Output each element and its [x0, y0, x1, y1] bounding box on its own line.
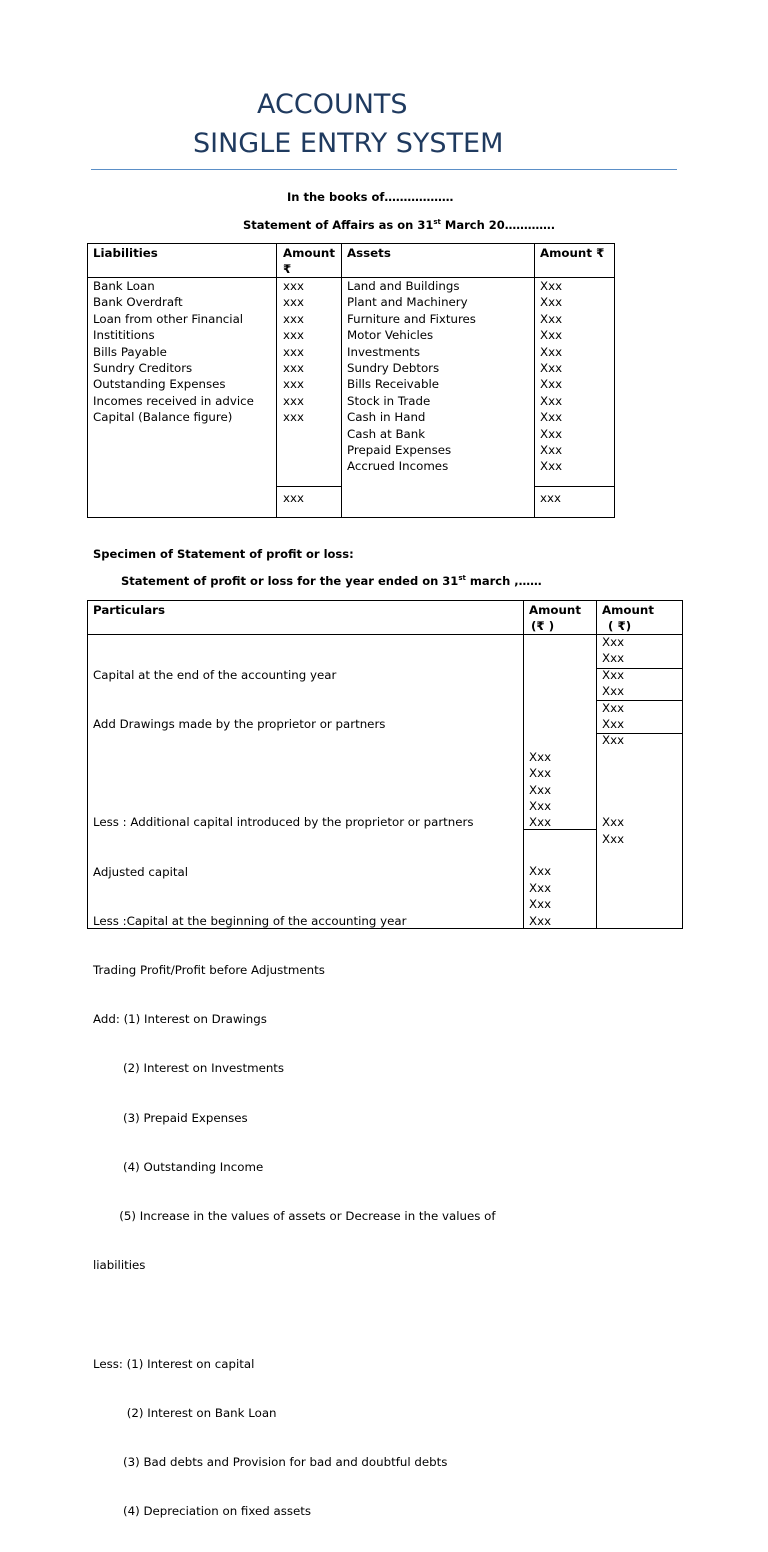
profit-col-divider — [596, 600, 597, 929]
amount-value: Xxx — [540, 410, 563, 425]
total-assets: xxx — [540, 491, 561, 505]
list-item: Land and Buildings — [347, 279, 460, 293]
amount-value — [529, 700, 551, 716]
list-item: Furniture and Fixtures — [347, 311, 476, 326]
amount-value — [602, 765, 624, 781]
profit-col-divider — [523, 600, 524, 929]
amount-value: xxx — [283, 311, 304, 326]
amount-value — [602, 847, 624, 863]
table-row: Capital at the end of the accounting year — [93, 667, 337, 682]
amount-value: Xxx — [540, 279, 563, 293]
amount-value — [529, 667, 551, 683]
header-amount-left: Amount — [283, 246, 335, 260]
table-row: Less :Capital at the beginning of the accounting year — [93, 913, 407, 928]
list-item: Cash at Bank — [347, 426, 426, 441]
header-amount-1-symbol: (₹ ) — [531, 619, 555, 633]
amount-value — [529, 831, 551, 847]
amount-value: Xxx — [540, 393, 563, 408]
list-item: Stock in Trade — [347, 393, 431, 408]
amount-value — [602, 863, 624, 879]
affairs-col-divider — [534, 243, 535, 518]
amount-value — [602, 913, 624, 929]
amount-value — [602, 749, 624, 765]
amount-value: Xxx — [540, 426, 563, 441]
list-item: Bills Payable — [93, 344, 167, 359]
amount-value: Xxx — [529, 880, 552, 895]
table-row: Trading Profit/Profit before Adjustments — [93, 963, 325, 978]
liabilities-list — [93, 278, 254, 426]
amount-value: Xxx — [529, 749, 552, 764]
amount-value: Xxx — [540, 311, 563, 326]
amount-value: Xxx — [540, 377, 563, 392]
amount-value: Xxx — [529, 864, 552, 879]
header-amount-left-symbol: ₹ — [283, 262, 292, 276]
affairs-col-divider — [341, 243, 342, 518]
profit-statement-caption: Statement of profit or loss for the year ended on 31st march ,…… — [121, 574, 542, 588]
header-particulars: Particulars — [93, 603, 166, 617]
amount-value: Xxx — [540, 295, 563, 310]
amount-value: Xxx — [529, 766, 552, 781]
list-item: Motor Vehicles — [347, 328, 434, 343]
table-row: liabilities — [93, 1258, 146, 1273]
amount-value: Xxx — [602, 815, 625, 830]
page-title-line1: ACCOUNTS — [257, 89, 408, 120]
amount-value: Xxx — [602, 651, 625, 666]
header-amount-2-symbol: ( ₹) — [608, 619, 632, 633]
list-item: Cash in Hand — [347, 410, 426, 425]
table-row: (2) Interest on Bank Loan — [93, 1405, 277, 1420]
amount-value — [602, 896, 624, 912]
amount-value: xxx — [283, 377, 304, 392]
amount-value: Xxx — [602, 831, 625, 846]
table-row: Add: (1) Interest on Drawings — [93, 1012, 267, 1027]
amount-value — [602, 880, 624, 896]
list-item: Outstanding Expenses — [93, 377, 226, 392]
amount-value: xxx — [283, 295, 304, 310]
amount-value — [529, 716, 551, 732]
total-liabilities: xxx — [283, 491, 304, 505]
header-amount-right: Amount ₹ — [540, 246, 605, 260]
amount-value: Xxx — [540, 459, 563, 474]
amount-value: Xxx — [602, 700, 625, 715]
amount-value: xxx — [283, 279, 304, 293]
amount-value — [529, 634, 551, 650]
list-item: Bank Overdraft — [93, 295, 183, 310]
list-item: Sundry Debtors — [347, 360, 440, 375]
specimen-caption: Specimen of Statement of profit or loss: — [93, 547, 354, 561]
table-row: Add Drawings made by the proprietor or partners — [93, 717, 386, 732]
amount-column-1 — [529, 634, 551, 929]
affairs-col-divider — [276, 243, 277, 518]
list-item: Bank Loan — [93, 279, 155, 293]
list-item: Incomes received in advice — [93, 393, 254, 408]
asset-amounts — [540, 278, 562, 475]
liability-amounts — [283, 278, 304, 426]
amount-value: Xxx — [529, 782, 552, 797]
table-row: (4) Outstanding Income — [93, 1159, 264, 1174]
list-item: Plant and Machinery — [347, 295, 468, 310]
list-item: Prepaid Expenses — [347, 442, 452, 457]
list-item: Loan from other Financial — [93, 311, 244, 326]
list-item: Bills Receivable — [347, 377, 440, 392]
amount-value — [529, 732, 551, 748]
amount-value: Xxx — [540, 442, 563, 457]
amount-value: Xxx — [602, 716, 625, 731]
amount-value — [529, 683, 551, 699]
amount-value: xxx — [283, 393, 304, 408]
amount-value — [529, 650, 551, 666]
header-assets: Assets — [347, 246, 391, 260]
amount-value: xxx — [283, 328, 304, 343]
table-row — [93, 765, 496, 781]
amount-value: Xxx — [529, 913, 552, 928]
table-row: (3) Prepaid Expenses — [93, 1110, 248, 1125]
table-row: (3) Bad debts and Provision for bad and doubtful debts — [93, 1455, 448, 1470]
amount-value: Xxx — [540, 344, 563, 359]
page-title-line2: SINGLE ENTRY SYSTEM — [193, 128, 504, 159]
amount-value: Xxx — [540, 328, 563, 343]
table-row: (2) Interest on Investments — [93, 1061, 285, 1076]
amount-value: Xxx — [602, 733, 625, 748]
list-item: Accrued Incomes — [347, 459, 449, 474]
header-liabilities: Liabilities — [93, 246, 158, 260]
amount-value: Xxx — [602, 635, 625, 649]
amount-value: Xxx — [529, 815, 552, 830]
table-row: (4) Depreciation on fixed assets — [93, 1504, 312, 1519]
amount-value — [529, 847, 551, 863]
affairs-total-rule-left — [276, 486, 341, 487]
table-row — [93, 1306, 496, 1322]
books-caption: In the books of……………… — [287, 190, 454, 204]
list-item: Sundry Creditors — [93, 360, 193, 375]
table-row: Less : Additional capital introduced by the proprietor or partners — [93, 815, 474, 830]
header-amount-2: Amount — [602, 603, 654, 617]
amount-value: xxx — [283, 410, 304, 425]
assets-list — [347, 278, 476, 475]
amount-value — [602, 798, 624, 814]
amount-value: Xxx — [602, 684, 625, 699]
amount-value: Xxx — [540, 360, 563, 375]
table-row: Adjusted capital — [93, 864, 188, 879]
list-item: Investments — [347, 344, 420, 359]
particulars-list — [93, 634, 496, 1552]
amount-column-2 — [602, 634, 624, 929]
list-item: Capital (Balance figure) — [93, 410, 233, 425]
amount-value: xxx — [283, 360, 304, 375]
table-row: Less: (1) Interest on capital — [93, 1356, 255, 1371]
table-row: (5) Increase in the values of assets or Decrease in the values of — [93, 1209, 496, 1224]
header-amount-1: Amount — [529, 603, 581, 617]
list-item: Instititions — [93, 328, 155, 343]
amount-value: Xxx — [602, 667, 625, 682]
amount-value: Xxx — [529, 798, 552, 813]
amount-value — [602, 782, 624, 798]
affairs-total-rule-right — [534, 486, 615, 487]
title-underline — [91, 169, 677, 170]
amount-value: xxx — [283, 344, 304, 359]
amount-value: Xxx — [529, 897, 552, 912]
affairs-caption: Statement of Affairs as on 31st March 20…………. — [243, 218, 556, 232]
